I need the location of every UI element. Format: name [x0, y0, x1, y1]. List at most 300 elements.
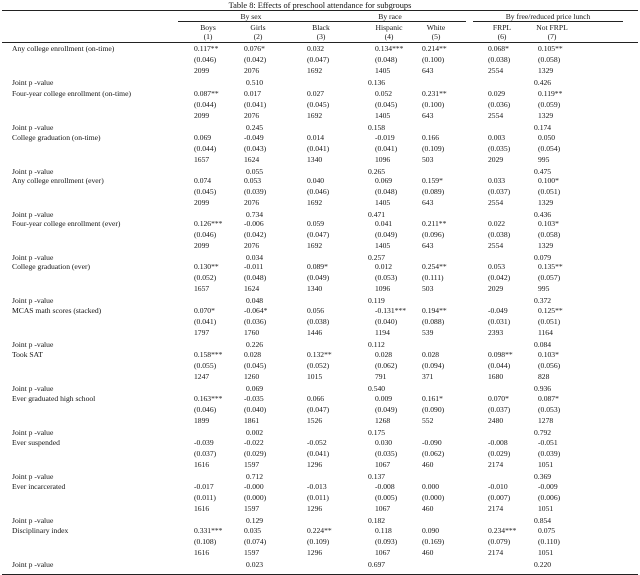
sample-size-cell: 1616 [194, 504, 210, 513]
sample-size-cell: 1268 [375, 416, 391, 425]
coefficient-cell: 0.234*** [488, 526, 517, 535]
coefficient-cell: 0.087** [194, 89, 219, 98]
row-label: College graduation (ever) [12, 262, 91, 271]
sample-size-cell: 2076 [244, 198, 260, 207]
standard-error-cell: (0.054) [538, 144, 561, 153]
coefficient-cell: -0.052 [307, 438, 327, 447]
sample-size-cell: 460 [422, 460, 434, 469]
standard-error-cell: (0.089) [422, 187, 445, 196]
coefficient-cell: 0.000 [422, 482, 440, 491]
standard-error-cell: (0.111) [422, 273, 444, 282]
row-label: Ever incarcerated [12, 482, 66, 491]
sample-size-cell: 1329 [538, 198, 554, 207]
standard-error-cell: (0.100) [422, 100, 445, 109]
coefficient-cell: 0.069 [375, 176, 393, 185]
sample-size-cell: 2099 [194, 198, 210, 207]
standard-error-cell: (0.038) [307, 317, 330, 326]
row-label: Any college enrollment (ever) [12, 176, 104, 185]
row-label: College graduation (on-time) [12, 133, 101, 142]
joint-p-value: 0.372 [534, 296, 552, 305]
column-name: FRPL [492, 23, 512, 32]
standard-error-cell: (0.088) [422, 317, 445, 326]
standard-error-cell: (0.052) [307, 361, 330, 370]
sample-size-cell: 2174 [488, 460, 504, 469]
row-label: Four-year college enrollment (on-time) [12, 89, 131, 98]
coefficient-cell: 0.032 [307, 44, 325, 53]
standard-error-cell: (0.110) [538, 537, 560, 546]
coefficient-cell: 0.166 [422, 133, 440, 142]
sample-size-cell: 1624 [244, 155, 260, 164]
sample-size-cell: 1329 [538, 66, 554, 75]
sample-size-cell: 1526 [307, 416, 323, 425]
coefficient-cell: 0.070* [488, 394, 509, 403]
standard-error-cell: (0.040) [375, 317, 398, 326]
joint-p-label: Joint p -value [12, 516, 54, 525]
sample-size-cell: 1296 [307, 504, 323, 513]
standard-error-cell: (0.036) [488, 100, 511, 109]
coefficient-cell: 0.254** [422, 262, 447, 271]
joint-p-label: Joint p -value [12, 428, 54, 437]
sample-size-cell: 1597 [244, 504, 260, 513]
joint-p-value: 0.055 [246, 167, 264, 176]
sample-size-cell: 1692 [307, 111, 323, 120]
joint-p-value: 0.226 [246, 340, 264, 349]
standard-error-cell: (0.049) [375, 230, 398, 239]
coefficient-cell: -0.017 [194, 482, 214, 491]
coefficient-cell: 0.090 [422, 526, 440, 535]
coefficient-cell: 0.033 [488, 176, 506, 185]
sample-size-cell: 1296 [307, 460, 323, 469]
standard-error-cell: (0.108) [194, 537, 217, 546]
coefficient-cell: 0.017 [244, 89, 262, 98]
coefficient-cell: 0.074 [194, 176, 212, 185]
standard-error-cell: (0.029) [488, 449, 511, 458]
standard-error-cell: (0.079) [488, 537, 511, 546]
standard-error-cell: (0.000) [422, 493, 445, 502]
sample-size-cell: 1797 [194, 328, 210, 337]
standard-error-cell: (0.049) [307, 273, 330, 282]
joint-p-value: 0.182 [368, 516, 386, 525]
coefficient-cell: 0.103* [538, 219, 559, 228]
row-label: Took SAT [12, 350, 43, 359]
coefficient-cell: 0.070* [194, 306, 215, 315]
standard-error-cell: (0.037) [488, 405, 511, 414]
standard-error-cell: (0.041) [194, 317, 217, 326]
coefficient-cell: 0.163*** [194, 394, 223, 403]
coefficient-cell: 0.050 [538, 133, 556, 142]
coefficient-cell: -0.049 [244, 133, 264, 142]
sample-size-cell: 1692 [307, 241, 323, 250]
coefficient-cell: -0.008 [488, 438, 508, 447]
joint-p-value: 0.112 [368, 340, 385, 349]
coefficient-cell: 0.087* [538, 394, 559, 403]
coefficient-cell: 0.069 [194, 133, 212, 142]
coefficient-cell: 0.003 [488, 133, 506, 142]
coefficient-cell: -0.010 [488, 482, 508, 491]
coefficient-cell: 0.030 [375, 438, 393, 447]
standard-error-cell: (0.049) [375, 405, 398, 414]
joint-p-value: 0.369 [534, 472, 552, 481]
coefficient-cell: -0.009 [538, 482, 558, 491]
column-name: Hispanic [375, 23, 403, 32]
column-number: (4) [384, 32, 394, 41]
column-number: (1) [203, 32, 213, 41]
coefficient-cell: 0.029 [488, 89, 506, 98]
column-number: (5) [431, 32, 441, 41]
joint-p-label: Joint p -value [12, 560, 54, 569]
column-name: Boys [200, 23, 216, 32]
coefficient-cell: -0.008 [375, 482, 395, 491]
sample-size-cell: 1067 [375, 460, 391, 469]
standard-error-cell: (0.053) [375, 273, 398, 282]
coefficient-cell: 0.041 [375, 219, 393, 228]
joint-p-value: 0.245 [246, 123, 264, 132]
standard-error-cell: (0.007) [488, 493, 511, 502]
sample-size-cell: 1861 [244, 416, 260, 425]
row-label: Disciplinary index [12, 526, 69, 535]
coefficient-cell: 0.105** [538, 44, 563, 53]
sample-size-cell: 643 [422, 66, 434, 75]
sample-size-cell: 1260 [244, 372, 260, 381]
sample-size-cell: 1405 [375, 198, 391, 207]
joint-p-value: 0.069 [246, 384, 264, 393]
standard-error-cell: (0.038) [488, 55, 511, 64]
coefficient-cell: 0.117** [194, 44, 219, 53]
coefficient-cell: 0.059 [307, 219, 325, 228]
standard-error-cell: (0.041) [307, 144, 330, 153]
coefficient-cell: -0.039 [194, 438, 214, 447]
joint-p-value: 0.084 [534, 340, 552, 349]
sample-size-cell: 1446 [307, 328, 323, 337]
standard-error-cell: (0.047) [307, 230, 330, 239]
coefficient-cell: 0.118 [375, 526, 392, 535]
column-number: (7) [547, 32, 557, 41]
standard-error-cell: (0.005) [375, 493, 398, 502]
standard-error-cell: (0.045) [244, 361, 267, 370]
joint-p-label: Joint p -value [12, 167, 54, 176]
standard-error-cell: (0.031) [488, 317, 511, 326]
coefficient-cell: 0.130** [194, 262, 219, 271]
column-name: Not FRPL [536, 23, 568, 32]
joint-p-value: 0.936 [534, 384, 552, 393]
standard-error-cell: (0.041) [307, 449, 330, 458]
sample-size-cell: 1405 [375, 66, 391, 75]
joint-p-value: 0.426 [534, 78, 552, 87]
group-rule-race [295, 21, 466, 22]
sample-size-cell: 1899 [194, 416, 210, 425]
coefficient-cell: -0.051 [538, 438, 558, 447]
coefficient-cell: 0.066 [307, 394, 325, 403]
sample-size-cell: 1624 [244, 284, 260, 293]
standard-error-cell: (0.046) [194, 405, 217, 414]
sample-size-cell: 1067 [375, 548, 391, 557]
coefficient-cell: 0.211** [422, 219, 447, 228]
standard-error-cell: (0.039) [538, 449, 561, 458]
sample-size-cell: 2076 [244, 241, 260, 250]
sample-size-cell: 2554 [488, 198, 504, 207]
joint-p-label: Joint p -value [12, 78, 54, 87]
coefficient-cell: 0.231** [422, 89, 447, 98]
standard-error-cell: (0.044) [194, 144, 217, 153]
standard-error-cell: (0.109) [422, 144, 445, 153]
joint-p-value: 0.119 [368, 296, 385, 305]
sample-size-cell: 1329 [538, 241, 554, 250]
top-rule [2, 10, 638, 11]
standard-error-cell: (0.169) [422, 537, 445, 546]
standard-error-cell: (0.042) [244, 55, 267, 64]
joint-p-value: 0.023 [246, 560, 264, 569]
standard-error-cell: (0.096) [422, 230, 445, 239]
sample-size-cell: 791 [375, 372, 387, 381]
sample-size-cell: 1340 [307, 284, 323, 293]
standard-error-cell: (0.000) [244, 493, 267, 502]
coefficient-cell: 0.053 [488, 262, 506, 271]
sample-size-cell: 1597 [244, 460, 260, 469]
coefficient-cell: -0.035 [244, 394, 264, 403]
coefficient-cell: -0.049 [488, 306, 508, 315]
coefficient-cell: -0.000 [244, 482, 264, 491]
joint-p-value: 0.854 [534, 516, 552, 525]
standard-error-cell: (0.052) [194, 273, 217, 282]
coefficient-cell: -0.064* [244, 306, 268, 315]
standard-error-cell: (0.042) [244, 230, 267, 239]
joint-p-value: 0.129 [246, 516, 264, 525]
joint-p-value: 0.079 [534, 253, 552, 262]
coefficient-cell: 0.159* [422, 176, 443, 185]
sample-size-cell: 1760 [244, 328, 260, 337]
standard-error-cell: (0.055) [194, 361, 217, 370]
standard-error-cell: (0.044) [488, 361, 511, 370]
row-label: Four-year college enrollment (ever) [12, 219, 121, 228]
joint-p-value: 0.712 [246, 472, 264, 481]
sample-size-cell: 1657 [194, 155, 210, 164]
sample-size-cell: 2076 [244, 111, 260, 120]
sample-size-cell: 643 [422, 198, 434, 207]
joint-p-value: 0.220 [534, 560, 552, 569]
joint-p-value: 0.137 [368, 472, 386, 481]
standard-error-cell: (0.058) [538, 55, 561, 64]
sample-size-cell: 1164 [538, 328, 553, 337]
standard-error-cell: (0.011) [307, 493, 329, 502]
group-header-lunch: By free/reduced price lunch [505, 12, 591, 21]
standard-error-cell: (0.045) [194, 187, 217, 196]
joint-p-value: 0.158 [368, 123, 386, 132]
joint-p-value: 0.002 [246, 428, 264, 437]
coefficient-cell: 0.103* [538, 350, 559, 359]
coefficient-cell: 0.027 [307, 89, 325, 98]
sample-size-cell: 643 [422, 111, 434, 120]
standard-error-cell: (0.035) [488, 144, 511, 153]
coefficient-cell: 0.053 [244, 176, 262, 185]
joint-p-value: 0.734 [246, 210, 264, 219]
coefficient-cell: 0.076* [244, 44, 265, 53]
column-name: Girls [250, 23, 266, 32]
coefficient-cell: 0.056 [307, 306, 325, 315]
sample-size-cell: 2174 [488, 548, 504, 557]
coefficient-cell: 0.040 [307, 176, 325, 185]
standard-error-cell: (0.048) [244, 273, 267, 282]
coefficient-cell: 0.119** [538, 89, 563, 98]
joint-p-label: Joint p -value [12, 472, 54, 481]
coefficient-cell: 0.009 [375, 394, 393, 403]
sample-size-cell: 2393 [488, 328, 504, 337]
standard-error-cell: (0.090) [422, 405, 445, 414]
sample-size-cell: 2076 [244, 66, 260, 75]
sample-size-cell: 1692 [307, 198, 323, 207]
joint-p-value: 0.034 [246, 253, 264, 262]
standard-error-cell: (0.056) [538, 361, 561, 370]
sample-size-cell: 1194 [375, 328, 390, 337]
standard-error-cell: (0.037) [194, 449, 217, 458]
sample-size-cell: 1278 [538, 416, 554, 425]
standard-error-cell: (0.057) [538, 273, 561, 282]
standard-error-cell: (0.074) [244, 537, 267, 546]
sample-size-cell: 539 [422, 328, 434, 337]
sample-size-cell: 460 [422, 548, 434, 557]
joint-p-value: 0.257 [368, 253, 386, 262]
coefficient-cell: 0.052 [375, 89, 393, 98]
sample-size-cell: 2029 [488, 284, 504, 293]
coefficient-cell: -0.019 [375, 133, 395, 142]
standard-error-cell: (0.044) [194, 100, 217, 109]
coefficient-cell: 0.125** [538, 306, 563, 315]
coefficient-cell: 0.014 [307, 133, 325, 142]
row-label: Ever graduated high school [12, 394, 96, 403]
joint-p-value: 0.174 [534, 123, 552, 132]
coefficient-cell: -0.090 [422, 438, 442, 447]
standard-error-cell: (0.058) [538, 230, 561, 239]
standard-error-cell: (0.048) [375, 187, 398, 196]
coefficient-cell: 0.035 [244, 526, 262, 535]
standard-error-cell: (0.041) [375, 144, 398, 153]
coefficient-cell: 0.028 [244, 350, 262, 359]
group-header-sex: By sex [240, 12, 262, 21]
standard-error-cell: (0.046) [194, 230, 217, 239]
coefficient-cell: -0.011 [244, 262, 264, 271]
coefficient-cell: -0.131*** [375, 306, 407, 315]
standard-error-cell: (0.035) [375, 449, 398, 458]
standard-error-cell: (0.094) [422, 361, 445, 370]
sample-size-cell: 371 [422, 372, 434, 381]
column-number: (2) [253, 32, 263, 41]
sample-size-cell: 1051 [538, 460, 554, 469]
column-number: (6) [497, 32, 507, 41]
standard-error-cell: (0.039) [244, 187, 267, 196]
standard-error-cell: (0.041) [244, 100, 267, 109]
sample-size-cell: 1340 [307, 155, 323, 164]
coefficient-cell: 0.100* [538, 176, 559, 185]
joint-p-value: 0.471 [368, 210, 386, 219]
joint-p-label: Joint p -value [12, 340, 54, 349]
group-rule-sex [178, 21, 300, 22]
standard-error-cell: (0.045) [307, 100, 330, 109]
column-name: Black [312, 23, 330, 32]
coefficient-cell: 0.132** [307, 350, 332, 359]
coefficient-cell: 0.126*** [194, 219, 223, 228]
standard-error-cell: (0.109) [307, 537, 330, 546]
sample-size-cell: 1096 [375, 284, 391, 293]
joint-p-value: 0.697 [368, 560, 386, 569]
row-label: MCAS math scores (stacked) [12, 306, 102, 315]
joint-p-value: 0.048 [246, 296, 264, 305]
column-name: White [426, 23, 446, 32]
standard-error-cell: (0.051) [538, 317, 561, 326]
coefficient-cell: -0.006 [244, 219, 264, 228]
joint-p-value: 0.265 [368, 167, 386, 176]
coefficient-cell: 0.135** [538, 262, 563, 271]
standard-error-cell: (0.038) [488, 230, 511, 239]
sample-size-cell: 1616 [194, 548, 210, 557]
coefficient-cell: 0.161* [422, 394, 443, 403]
coefficient-cell: 0.158*** [194, 350, 223, 359]
standard-error-cell: (0.047) [307, 55, 330, 64]
coefficient-cell: 0.075 [538, 526, 556, 535]
sample-size-cell: 1329 [538, 111, 554, 120]
coefficient-cell: -0.013 [307, 482, 327, 491]
sample-size-cell: 828 [538, 372, 550, 381]
joint-p-value: 0.175 [368, 428, 386, 437]
coefficient-cell: 0.089* [307, 262, 328, 271]
sample-size-cell: 503 [422, 155, 434, 164]
sample-size-cell: 552 [422, 416, 434, 425]
sample-size-cell: 1657 [194, 284, 210, 293]
joint-p-value: 0.792 [534, 428, 552, 437]
coefficient-cell: 0.012 [375, 262, 393, 271]
sample-size-cell: 2554 [488, 66, 504, 75]
joint-p-value: 0.475 [534, 167, 552, 176]
group-rule-lunch [473, 21, 623, 22]
sample-size-cell: 2554 [488, 111, 504, 120]
table-caption: Table 8: Effects of preschool attendance for subgroups [228, 1, 412, 10]
sample-size-cell: 2480 [488, 416, 504, 425]
coefficient-cell: 0.134*** [375, 44, 404, 53]
sample-size-cell: 643 [422, 241, 434, 250]
standard-error-cell: (0.047) [307, 405, 330, 414]
sample-size-cell: 1096 [375, 155, 391, 164]
sample-size-cell: 503 [422, 284, 434, 293]
standard-error-cell: (0.006) [538, 493, 561, 502]
coefficient-cell: 0.098** [488, 350, 513, 359]
standard-error-cell: (0.062) [375, 361, 398, 370]
sample-size-cell: 2554 [488, 241, 504, 250]
sample-size-cell: 2099 [194, 111, 210, 120]
standard-error-cell: (0.046) [194, 55, 217, 64]
column-number: (3) [316, 32, 326, 41]
sample-size-cell: 1296 [307, 548, 323, 557]
standard-error-cell: (0.045) [375, 100, 398, 109]
joint-p-value: 0.436 [534, 210, 552, 219]
coefficient-cell: 0.214** [422, 44, 447, 53]
coefficient-cell: -0.022 [244, 438, 264, 447]
joint-p-label: Joint p -value [12, 296, 54, 305]
coefficient-cell: 0.028 [422, 350, 440, 359]
coefficient-cell: 0.194** [422, 306, 447, 315]
standard-error-cell: (0.036) [244, 317, 267, 326]
coefficient-cell: 0.224** [307, 526, 332, 535]
joint-p-label: Joint p -value [12, 253, 54, 262]
sample-size-cell: 460 [422, 504, 434, 513]
standard-error-cell: (0.042) [488, 273, 511, 282]
standard-error-cell: (0.062) [422, 449, 445, 458]
sample-size-cell: 1597 [244, 548, 260, 557]
sample-size-cell: 1051 [538, 504, 554, 513]
sample-size-cell: 995 [538, 284, 550, 293]
coefficient-cell: 0.022 [488, 219, 506, 228]
standard-error-cell: (0.011) [194, 493, 216, 502]
group-header-race: By race [378, 12, 402, 21]
row-label: Any college enrollment (on-time) [12, 44, 115, 53]
sample-size-cell: 2099 [194, 241, 210, 250]
